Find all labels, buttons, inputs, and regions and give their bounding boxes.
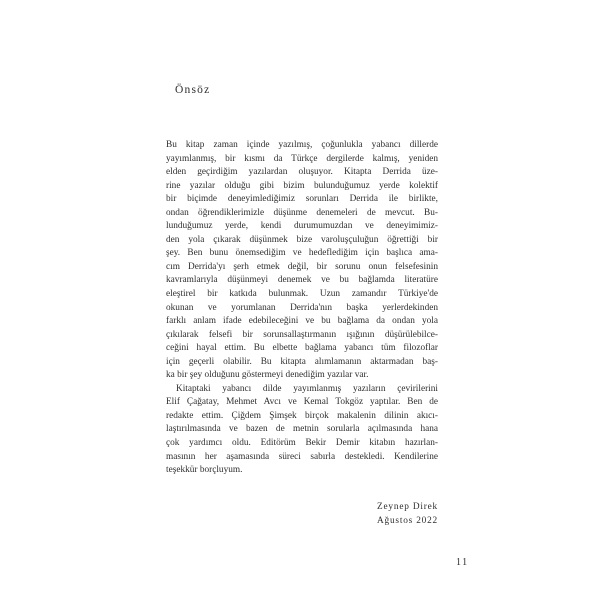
text-line: farklı anlam ifade edebileceğini ve bu bağlama da ondan yola [166,316,438,327]
text-line: den yola çıkarak düşünmek bize varoluşçuluğun öğrettiği bir [166,234,438,245]
text-line: çok yardımcı oldu. Editörüm Bekir Demir kitabın hazırlan- [166,438,438,449]
text-line: yayımlanmış, bir kısmı da Türkçe dergilerde kalmış, yeniden [166,153,438,164]
body-text [166,139,438,478]
text-line: Elif Çağatay, Mehmet Avcı ve Kemal Tokgöz yaptılar. Ben de [166,397,438,408]
text-line: ondan öğrendiklerimizle düşünme denemeleri de mevcut. Bu- [166,207,438,218]
page-number: 11 [456,557,469,568]
text-line: masının her aşamasında süreci sabırla destekledi. Kendilerine [166,451,438,462]
text-line: redakte ettim. Çiğdem Şimşek birçok makalenin dilinin akıcı- [166,410,438,421]
text-line: şey. Ben bunu önemsediğim ve hedeflediğim için başlıca ama- [166,248,438,259]
page-heading: Önsöz [175,84,211,96]
text-line: eleştirel bir katkıda bulunmak. Uzun zamandır Türkiye'de [166,289,438,300]
text-line: Bu kitap zaman içinde yazılmış, çoğunlukla yabancı dillerde [166,140,438,150]
paragraph-2 [166,383,438,478]
text-line: laştırılmasında ve bazen de metnin sorularla açılmasında hana [166,424,438,435]
text-line: rine yazılar olduğu gibi bizim bulunduğumuz yerde kolektif [166,180,438,191]
text-line: lunduğumuz yerde, kendi durumumuzdan ve deneyimimiz- [166,221,438,232]
text-line: Kitaptaki yabancı dilde yayımlanmış yazıların çevirilerini [176,383,438,394]
text-line: ceğini hayal ettim. Bu elbette bağlama yabancı tüm filozoflar [166,343,438,354]
text-line: kavramlarıyla düşünmeyi denemek ve bu bağlamda literatüre [166,275,438,286]
text-line: ka bir şey olduğunu göstermeyi denediğim yazılar var. [166,370,369,381]
signature-date: Ağustos 2022 [377,515,438,526]
author-signature [377,501,438,528]
text-line: teşekkür borçluyum. [166,465,243,476]
text-line: için geçerli olabilir. Bu kitapta alımlamanın aktarmadan baş- [166,356,438,367]
text-line: çıkılarak felsefi bir sorunsallaştırmanın ışığının düşürülebilce- [166,329,438,340]
text-line: cım Derrida'yı şerh etmek değil, bir sorunu onun felsefesinin [166,261,438,272]
paragraph-1 [166,139,438,383]
text-line: elden geçirdiğim yazılardan oluşuyor. Kitapta Derrida üze- [166,167,438,178]
author-name: Zeynep Direk [377,502,438,512]
text-line: bir biçimde deneyimlediğimiz sorunları Derrida ile birlikte, [166,194,438,205]
text-line: okunan ve yorumlanan Derrida'nın başka yerlerdekinden [166,302,438,313]
